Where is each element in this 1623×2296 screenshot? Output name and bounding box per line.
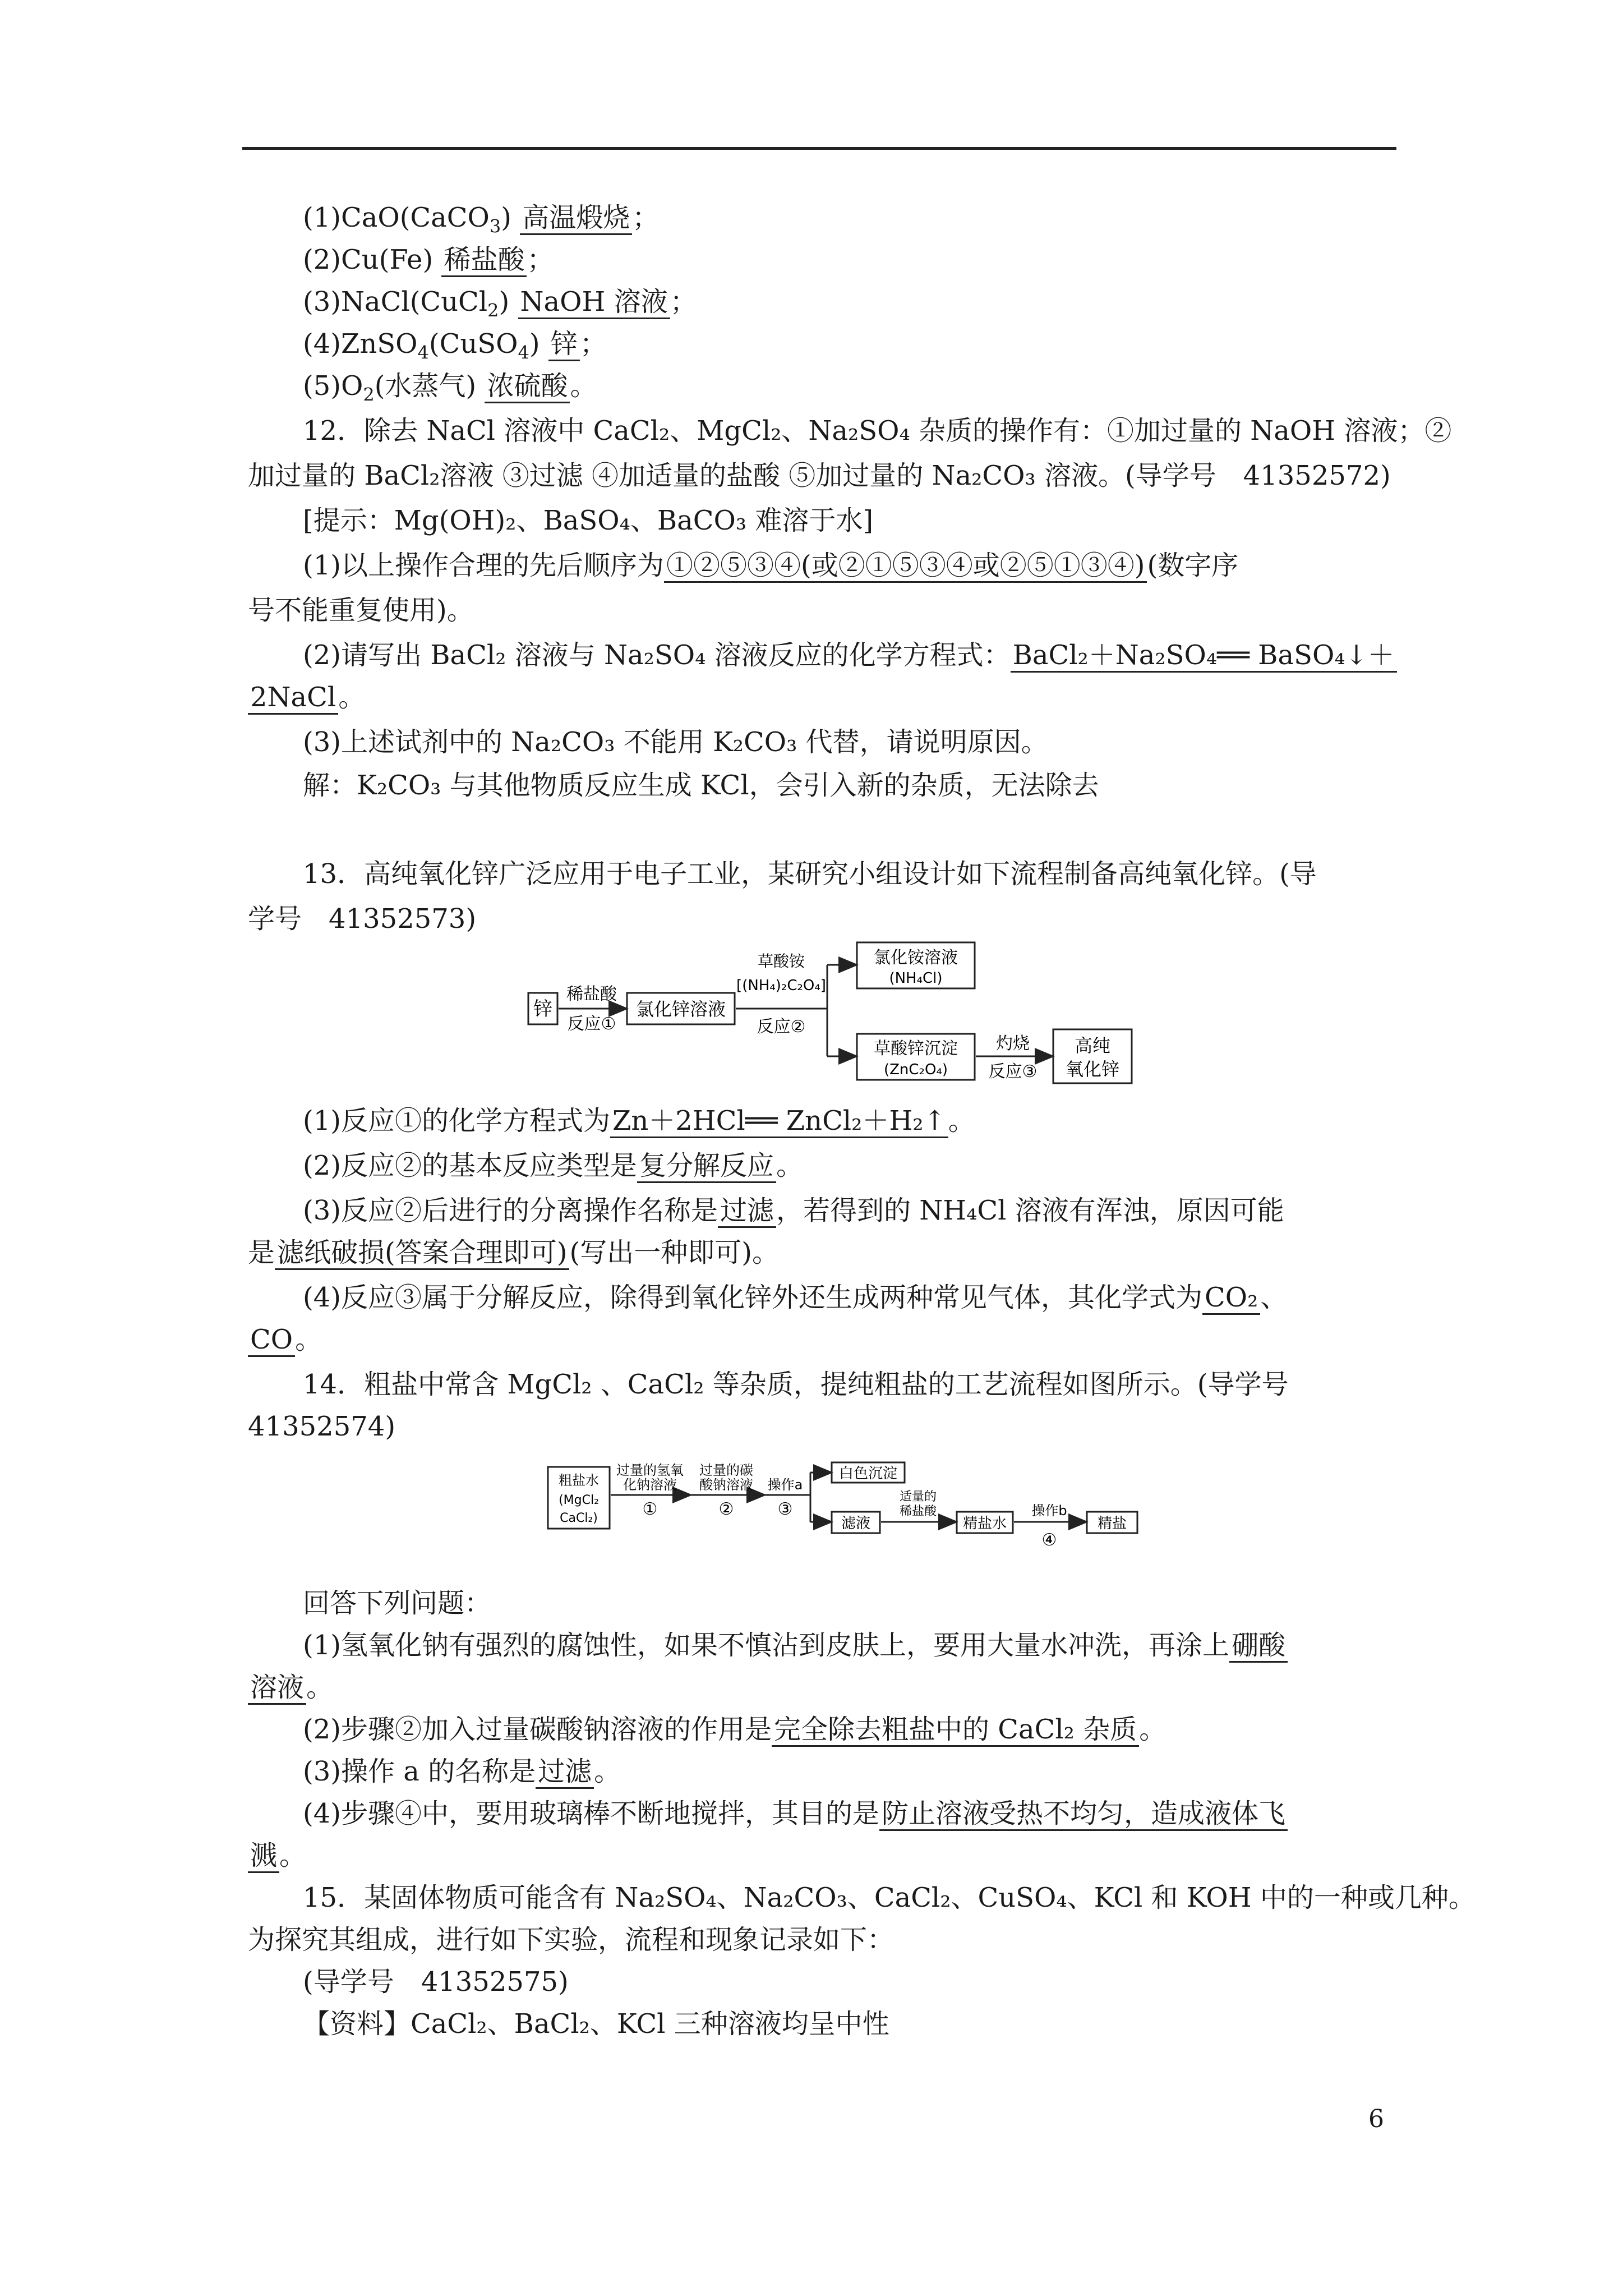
answer-blank: 完全除去粗盐中的 CaCl₂ 杂质: [772, 1714, 1139, 1747]
q15-stem-1: 15．某固体物质可能含有 Na₂SO₄、Na₂CO₃、CaCl₂、CuSO₄、KCl 和 KOH 中的一种或几种。: [303, 1882, 1476, 1913]
q14-part-4-cont: 溅。: [248, 1839, 306, 1872]
q12-stem-2: 加过量的 BaCl₂溶液 ③过滤 ④加适量的盐酸 ⑤加过量的 Na₂CO₃ 溶液。(导学号 41352572): [248, 460, 1391, 491]
flow-znc2o4: 草酸锌沉淀: [874, 1039, 958, 1059]
answer-blank: 滤纸破损(答案合理即可): [275, 1237, 569, 1270]
answer-blank: BaCl₂＋Na₂SO₄══ BaSO₄↓＋: [1011, 639, 1397, 673]
q12-part-1-cont: 号不能重复使用)。: [248, 595, 474, 626]
answer-blank: 溶液: [248, 1672, 306, 1705]
q11-line-3: (3)NaCl(CuCl$_2$) NaOH 溶液；: [303, 286, 697, 321]
answer-blank: 浓硫酸: [485, 370, 570, 403]
flow-acid-1: 适量的: [899, 1490, 937, 1504]
answer-blank: 高温煅烧: [520, 202, 632, 235]
page-number: 6: [1368, 2105, 1384, 2133]
salt-purification-flow-diagram: [547, 1461, 1164, 1551]
q15-info: 【资料】CaCl₂、BaCl₂、KCl 三种溶液均呈中性: [303, 2008, 889, 2040]
q13-part-4-cont: CO。: [248, 1323, 322, 1356]
q15-stem-2: 为探究其组成，进行如下实验，流程和现象记录如下：: [248, 1924, 895, 1955]
q13-stem-1: 13．高纯氧化锌广泛应用于电子工业，某研究小组设计如下流程制备高纯氧化锌。(导: [303, 858, 1317, 890]
q11-line-2: (2)Cu(Fe) 稀盐酸；: [303, 243, 554, 277]
q14-intro: 回答下列问题：: [303, 1588, 492, 1619]
q12-part-2-cont: 2NaCl。: [248, 680, 365, 714]
flow-crude-3: CaCl₂): [560, 1511, 598, 1525]
flow-brine: 精盐水: [962, 1515, 1007, 1532]
q14-part-4: (4)步骤④中，要用玻璃棒不断地搅拌，其目的是防止溶液受热不均匀，造成液体飞: [303, 1797, 1288, 1830]
q14-part-2: (2)步骤②加入过量碳酸钠溶液的作用是完全除去粗盐中的 CaCl₂ 杂质。: [303, 1713, 1166, 1746]
flow-step-1b: 化钠溶液: [623, 1477, 677, 1493]
answer-blank: 溅: [248, 1840, 279, 1873]
flow-crude-1: 粗盐水: [559, 1473, 599, 1488]
q12-hint: [提示：Mg(OH)₂、BaSO₄、BaCO₃ 难溶于水]: [303, 505, 874, 536]
q12-part-3: (3)上述试剂中的 Na₂CO₃ 不能用 K₂CO₃ 代替，请说明原因。: [303, 726, 1048, 758]
flow-step-1a: 过量的氢氧: [616, 1462, 684, 1478]
flow-reaction-1: 反应①: [567, 1014, 616, 1034]
answer-blank: 稀盐酸: [441, 244, 527, 277]
flow-oxalate-label: 草酸铵: [757, 952, 805, 970]
flow-reaction-3: 反应③: [988, 1062, 1038, 1082]
flow-step-2-num: ②: [718, 1499, 734, 1519]
flow-acid-label: 稀盐酸: [566, 984, 617, 1004]
flow-burn-label: 灼烧: [996, 1034, 1030, 1053]
flow-acid-2: 稀盐酸: [899, 1504, 937, 1519]
q14-stem-1: 14．粗盐中常含 MgCl₂ 、CaCl₂ 等杂质，提纯粗盐的工艺流程如图所示。(导学号: [303, 1369, 1289, 1400]
flow-znc2o4-formula: (ZnC₂O₄): [883, 1061, 948, 1078]
flow-reaction-2: 反应②: [757, 1017, 806, 1037]
flow-step-1-num: ①: [642, 1499, 658, 1519]
flow-step-2a: 过量的碳: [699, 1462, 753, 1478]
q12-part-1: (1)以上操作合理的先后顺序为①②⑤③④(或②①⑤③④或②⑤①③④)(数字序: [303, 549, 1238, 582]
answer-blank: 防止溶液受热不均匀，造成液体飞: [879, 1798, 1288, 1831]
answer-blank: 过滤: [718, 1195, 776, 1228]
q11-line-5: $(5)O_2$(水蒸气) 浓硫酸。: [303, 370, 597, 406]
answer-blank: NaOH 溶液: [518, 286, 670, 319]
q13-part-3: (3)反应②后进行的分离操作名称是过滤，若得到的 NH₄Cl 溶液有浑浊，原因可能: [303, 1194, 1284, 1227]
answer-blank: 2NaCl: [248, 682, 338, 715]
answer-blank: CO₂: [1202, 1282, 1260, 1315]
flow-oxalate-formula: [(NH₄)₂C₂O₄]: [736, 977, 826, 994]
flow-step-3: 操作a: [767, 1477, 803, 1493]
flow-nh4cl-formula: (NH₄Cl): [889, 970, 943, 987]
answer-blank: 锌: [548, 328, 580, 361]
q13-part-3-cont: 是滤纸破损(答案合理即可)(写出一种即可)。: [248, 1236, 779, 1269]
q13-stem-2: 学号 41352573): [248, 903, 477, 935]
answer-blank: CO: [248, 1324, 295, 1357]
answer-blank: Zn＋2HCl══ ZnCl₂＋H₂↑: [610, 1105, 948, 1138]
q13-part-2: (2)反应②的基本反应类型是复分解反应。: [303, 1149, 803, 1182]
answer-blank: 复分解反应: [637, 1150, 776, 1183]
flow-step-3-num: ③: [777, 1499, 793, 1519]
flow-product-1: 高纯: [1074, 1035, 1111, 1056]
flow-salt: 精盐: [1097, 1515, 1127, 1532]
q12-part-2: (2)请写出 BaCl₂ 溶液与 Na₂SO₄ 溶液反应的化学方程式：BaCl₂＋Na₂SO₄══ BaSO₄↓＋: [303, 638, 1397, 672]
q14-part-3: (3)操作 a 的名称是过滤。: [303, 1755, 621, 1788]
zinc-oxide-flow-diagram: [527, 940, 1178, 1091]
flow-product-2: 氧化锌: [1065, 1059, 1120, 1080]
flow-step-4: 操作b: [1031, 1503, 1067, 1519]
flow-zinc: 锌: [533, 998, 552, 1020]
q15-reference: (导学号 41352575): [303, 1966, 569, 1998]
flow-step-2b: 酸钠溶液: [699, 1477, 753, 1493]
q12-stem-1: 12．除去 NaCl 溶液中 CaCl₂、MgCl₂、Na₂SO₄ 杂质的操作有：①加过量的 NaOH 溶液；②: [303, 415, 1452, 447]
header-rule: [242, 147, 1396, 150]
q14-stem-2: 41352574): [248, 1411, 396, 1442]
answer-blank: ①②⑤③④(或②①⑤③④或②⑤①③④): [664, 550, 1147, 583]
q13-part-1: (1)反应①的化学方程式为Zn＋2HCl══ ZnCl₂＋H₂↑。: [303, 1104, 975, 1138]
q11-line-4: (4)ZnSO$_4$(CuSO$_4$) 锌；: [303, 328, 607, 364]
answer-blank: 硼酸: [1229, 1630, 1288, 1663]
q14-part-1: (1)氢氧化钠有强烈的腐蚀性，如果不慎沾到皮肤上，要用大量水冲洗，再涂上硼酸: [303, 1628, 1288, 1662]
flow-crude-2: (MgCl₂: [559, 1493, 599, 1507]
flow-nh4cl: 氯化铵溶液: [874, 948, 958, 968]
flow-step-4-num: ④: [1041, 1530, 1057, 1550]
flow-precipitate: 白色沉淀: [838, 1465, 898, 1482]
flow-zncl2: 氯化锌溶液: [635, 999, 726, 1020]
answer-blank: 过滤: [536, 1756, 594, 1789]
q12-part-3-answer: 解：K₂CO₃ 与其他物质反应生成 KCl，会引入新的杂质，无法除去: [303, 770, 1099, 801]
q13-part-4: (4)反应③属于分解反应，除得到氧化锌外还生成两种常见气体，其化学式为CO₂、: [303, 1281, 1287, 1314]
flow-filtrate: 滤液: [841, 1515, 871, 1532]
q11-line-1: (1)CaO(CaCO$_3$) 高温煅烧；: [303, 202, 660, 237]
q14-part-1-cont: 溶液。: [248, 1671, 333, 1704]
